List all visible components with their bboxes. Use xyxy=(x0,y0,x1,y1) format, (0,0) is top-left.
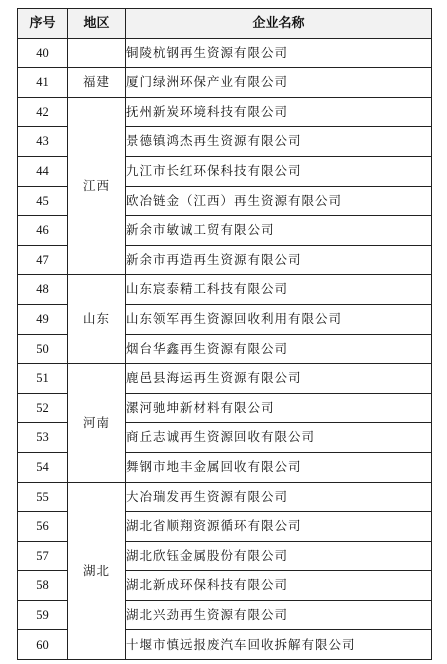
row-index: 41 xyxy=(18,68,68,98)
row-index: 60 xyxy=(18,630,68,660)
row-index: 53 xyxy=(18,423,68,453)
table-row xyxy=(18,364,432,394)
table-row xyxy=(18,68,432,98)
region-cell: 河南 xyxy=(68,364,126,482)
row-index: 56 xyxy=(18,512,68,542)
company-name: 大冶瑞发再生资源有限公司 xyxy=(126,482,432,512)
row-index: 44 xyxy=(18,156,68,186)
row-index: 55 xyxy=(18,482,68,512)
company-table xyxy=(17,8,432,660)
company-name: 湖北省顺翔资源循环有限公司 xyxy=(126,512,432,542)
table-row xyxy=(18,38,432,68)
company-name: 鹿邑县海运再生资源有限公司 xyxy=(126,364,432,394)
row-index: 43 xyxy=(18,127,68,157)
company-name: 湖北兴劲再生资源有限公司 xyxy=(126,600,432,630)
header-row xyxy=(18,9,432,39)
table-row xyxy=(18,275,432,305)
company-name: 舞钢市地丰金属回收有限公司 xyxy=(126,452,432,482)
header-index: 序号 xyxy=(18,9,68,39)
region-cell: 湖北 xyxy=(68,482,126,660)
row-index: 49 xyxy=(18,304,68,334)
row-index: 46 xyxy=(18,216,68,246)
row-index: 54 xyxy=(18,452,68,482)
header-company-name: 企业名称 xyxy=(126,9,432,39)
row-index: 47 xyxy=(18,245,68,275)
company-name: 湖北新成环保科技有限公司 xyxy=(126,571,432,601)
company-name: 厦门绿洲环保产业有限公司 xyxy=(126,68,432,98)
header-region: 地区 xyxy=(68,9,126,39)
company-name: 景德镇鸿杰再生资源有限公司 xyxy=(126,127,432,157)
row-index: 59 xyxy=(18,600,68,630)
row-index: 40 xyxy=(18,38,68,68)
region-cell: 福建 xyxy=(68,68,126,98)
company-name: 湖北欣钰金属股份有限公司 xyxy=(126,541,432,571)
row-index: 51 xyxy=(18,364,68,394)
row-index: 45 xyxy=(18,186,68,216)
row-index: 42 xyxy=(18,97,68,127)
table-row xyxy=(18,482,432,512)
region-cell xyxy=(68,38,126,68)
company-name: 漯河驰坤新材料有限公司 xyxy=(126,393,432,423)
row-index: 50 xyxy=(18,334,68,364)
company-name: 山东宸泰精工科技有限公司 xyxy=(126,275,432,305)
row-index: 57 xyxy=(18,541,68,571)
company-name: 新余市再造再生资源有限公司 xyxy=(126,245,432,275)
company-name: 商丘志诚再生资源回收有限公司 xyxy=(126,423,432,453)
row-index: 52 xyxy=(18,393,68,423)
table-row xyxy=(18,97,432,127)
company-name: 抚州新炭环境科技有限公司 xyxy=(126,97,432,127)
company-name: 山东领军再生资源回收利用有限公司 xyxy=(126,304,432,334)
table-body xyxy=(18,38,432,659)
region-cell: 江西 xyxy=(68,97,126,275)
company-name: 烟台华鑫再生资源有限公司 xyxy=(126,334,432,364)
company-name: 新余市敏诚工贸有限公司 xyxy=(126,216,432,246)
row-index: 58 xyxy=(18,571,68,601)
company-name: 十堰市慎远报废汽车回收拆解有限公司 xyxy=(126,630,432,660)
company-name: 九江市长红环保科技有限公司 xyxy=(126,156,432,186)
region-cell: 山东 xyxy=(68,275,126,364)
company-name: 铜陵杭钢再生资源有限公司 xyxy=(126,38,432,68)
row-index: 48 xyxy=(18,275,68,305)
company-name: 欧冶链金（江西）再生资源有限公司 xyxy=(126,186,432,216)
